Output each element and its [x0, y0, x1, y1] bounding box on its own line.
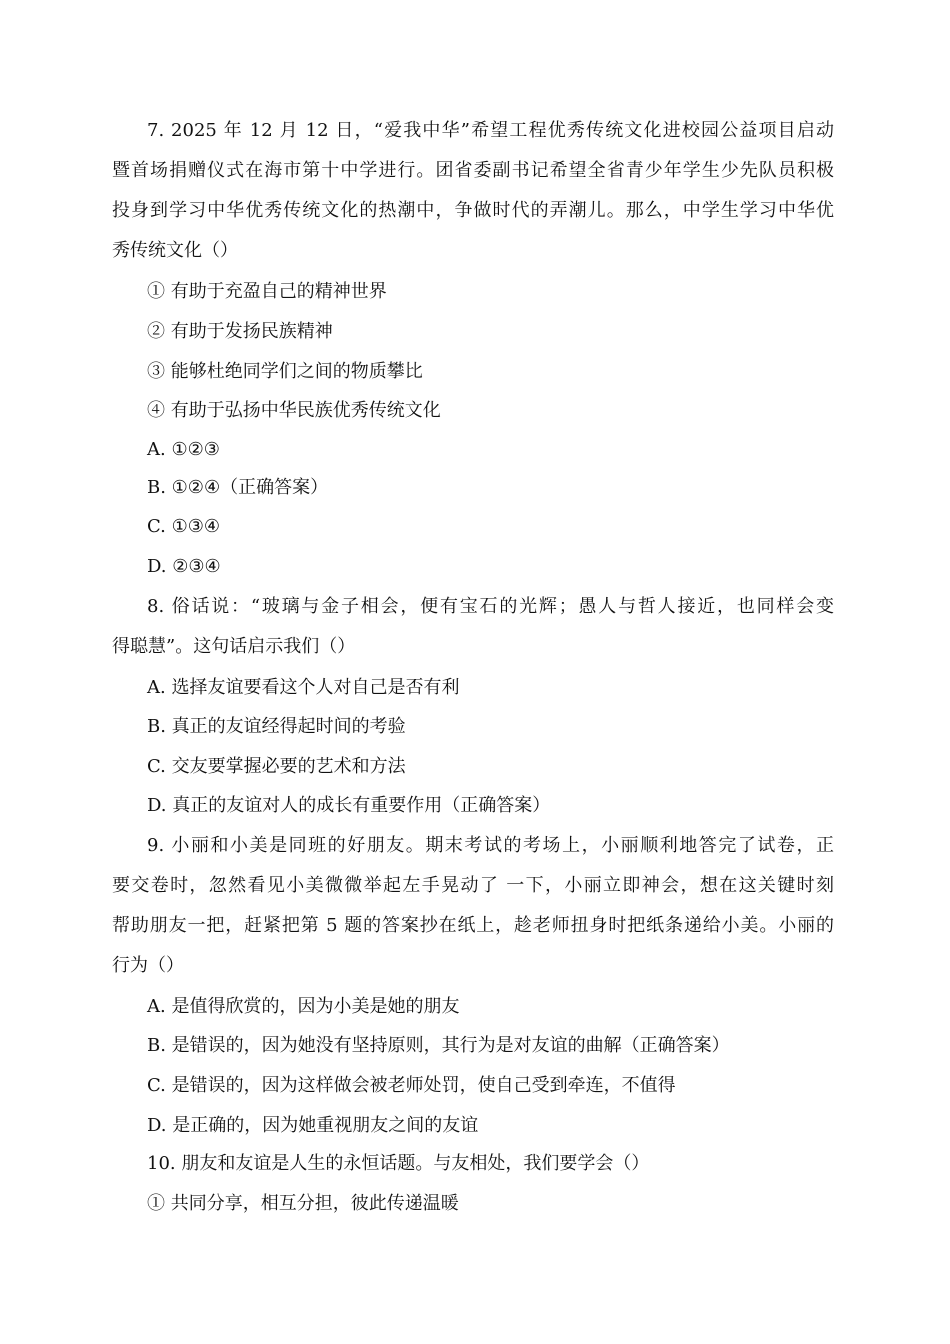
- question-7-option-c: C. ①③④: [147, 516, 220, 537]
- question-8-option-a: A. 选择友谊要看这个人对自己是否有利: [147, 677, 460, 698]
- question-9-option-c: C. 是错误的，因为这样做会被老师处罚，使自己受到牵连，不值得: [147, 1075, 676, 1096]
- question-8-option-c: C. 交友要掌握必要的艺术和方法: [147, 756, 406, 777]
- question-8-option-b: B. 真正的友谊经得起时间的考验: [147, 716, 406, 737]
- question-7-statement-1: ① 有助于充盈自己的精神世界: [147, 281, 387, 302]
- question-7-line-4: 秀传统文化（）: [112, 240, 238, 261]
- question-9-line-3: 帮助朋友一把，赶紧把第 5 题的答案抄在纸上，趁老师扭身时把纸条递给小美。小丽的: [112, 915, 834, 936]
- question-9-option-d: D. 是正确的，因为她重视朋友之间的友谊: [147, 1115, 479, 1136]
- question-8-line-2: 得聪慧”。这句话启示我们（）: [112, 636, 356, 657]
- question-7-statement-4: ④ 有助于弘扬中华民族优秀传统文化: [147, 400, 441, 421]
- question-8-line-1: 8. 俗话说：“玻璃与金子相会，便有宝石的光辉；愚人与哲人接近，也同样会变: [147, 596, 834, 617]
- question-7-line-3: 投身到学习中华优秀传统文化的热潮中，争做时代的弄潮儿。那么，中学生学习中华优: [112, 200, 834, 221]
- question-7-option-a: A. ①②③: [147, 439, 220, 460]
- question-10-statement-1: ① 共同分享，相互分担，彼此传递温暖: [147, 1193, 459, 1214]
- question-7-statement-3: ③ 能够杜绝同学们之间的物质攀比: [147, 361, 423, 382]
- question-7-line-1: 7. 2025 年 12 月 12 日，“爱我中华”希望工程优秀传统文化进校园公益项目启动: [147, 120, 834, 141]
- question-7-line-2: 暨首场捐赠仪式在海市第十中学进行。团省委副书记希望全省青少年学生少先队员积极: [112, 160, 834, 181]
- question-8-option-d: D. 真正的友谊对人的成长有重要作用（正确答案）: [147, 795, 551, 816]
- question-7-option-b: B. ①②④（正确答案）: [147, 477, 329, 498]
- question-9-line-2: 要交卷时，忽然看见小美微微举起左手晃动了 一下，小丽立即神会，想在这关键时刻: [112, 875, 834, 896]
- question-9-option-a: A. 是值得欣赏的，因为小美是她的朋友: [147, 996, 460, 1017]
- question-7-statement-2: ② 有助于发扬民族精神: [147, 321, 333, 342]
- question-9-option-b: B. 是错误的，因为她没有坚持原则，其行为是对友谊的曲解（正确答案）: [147, 1035, 730, 1056]
- question-9-line-1: 9. 小丽和小美是同班的好朋友。期末考试的考场上，小丽顺利地答完了试卷，正: [147, 835, 834, 856]
- question-9-line-4: 行为（）: [112, 955, 184, 976]
- question-10-line-1: 10. 朋友和友谊是人生的永恒话题。与友相处，我们要学会（）: [147, 1153, 650, 1174]
- question-7-option-d: D. ②③④: [147, 556, 221, 577]
